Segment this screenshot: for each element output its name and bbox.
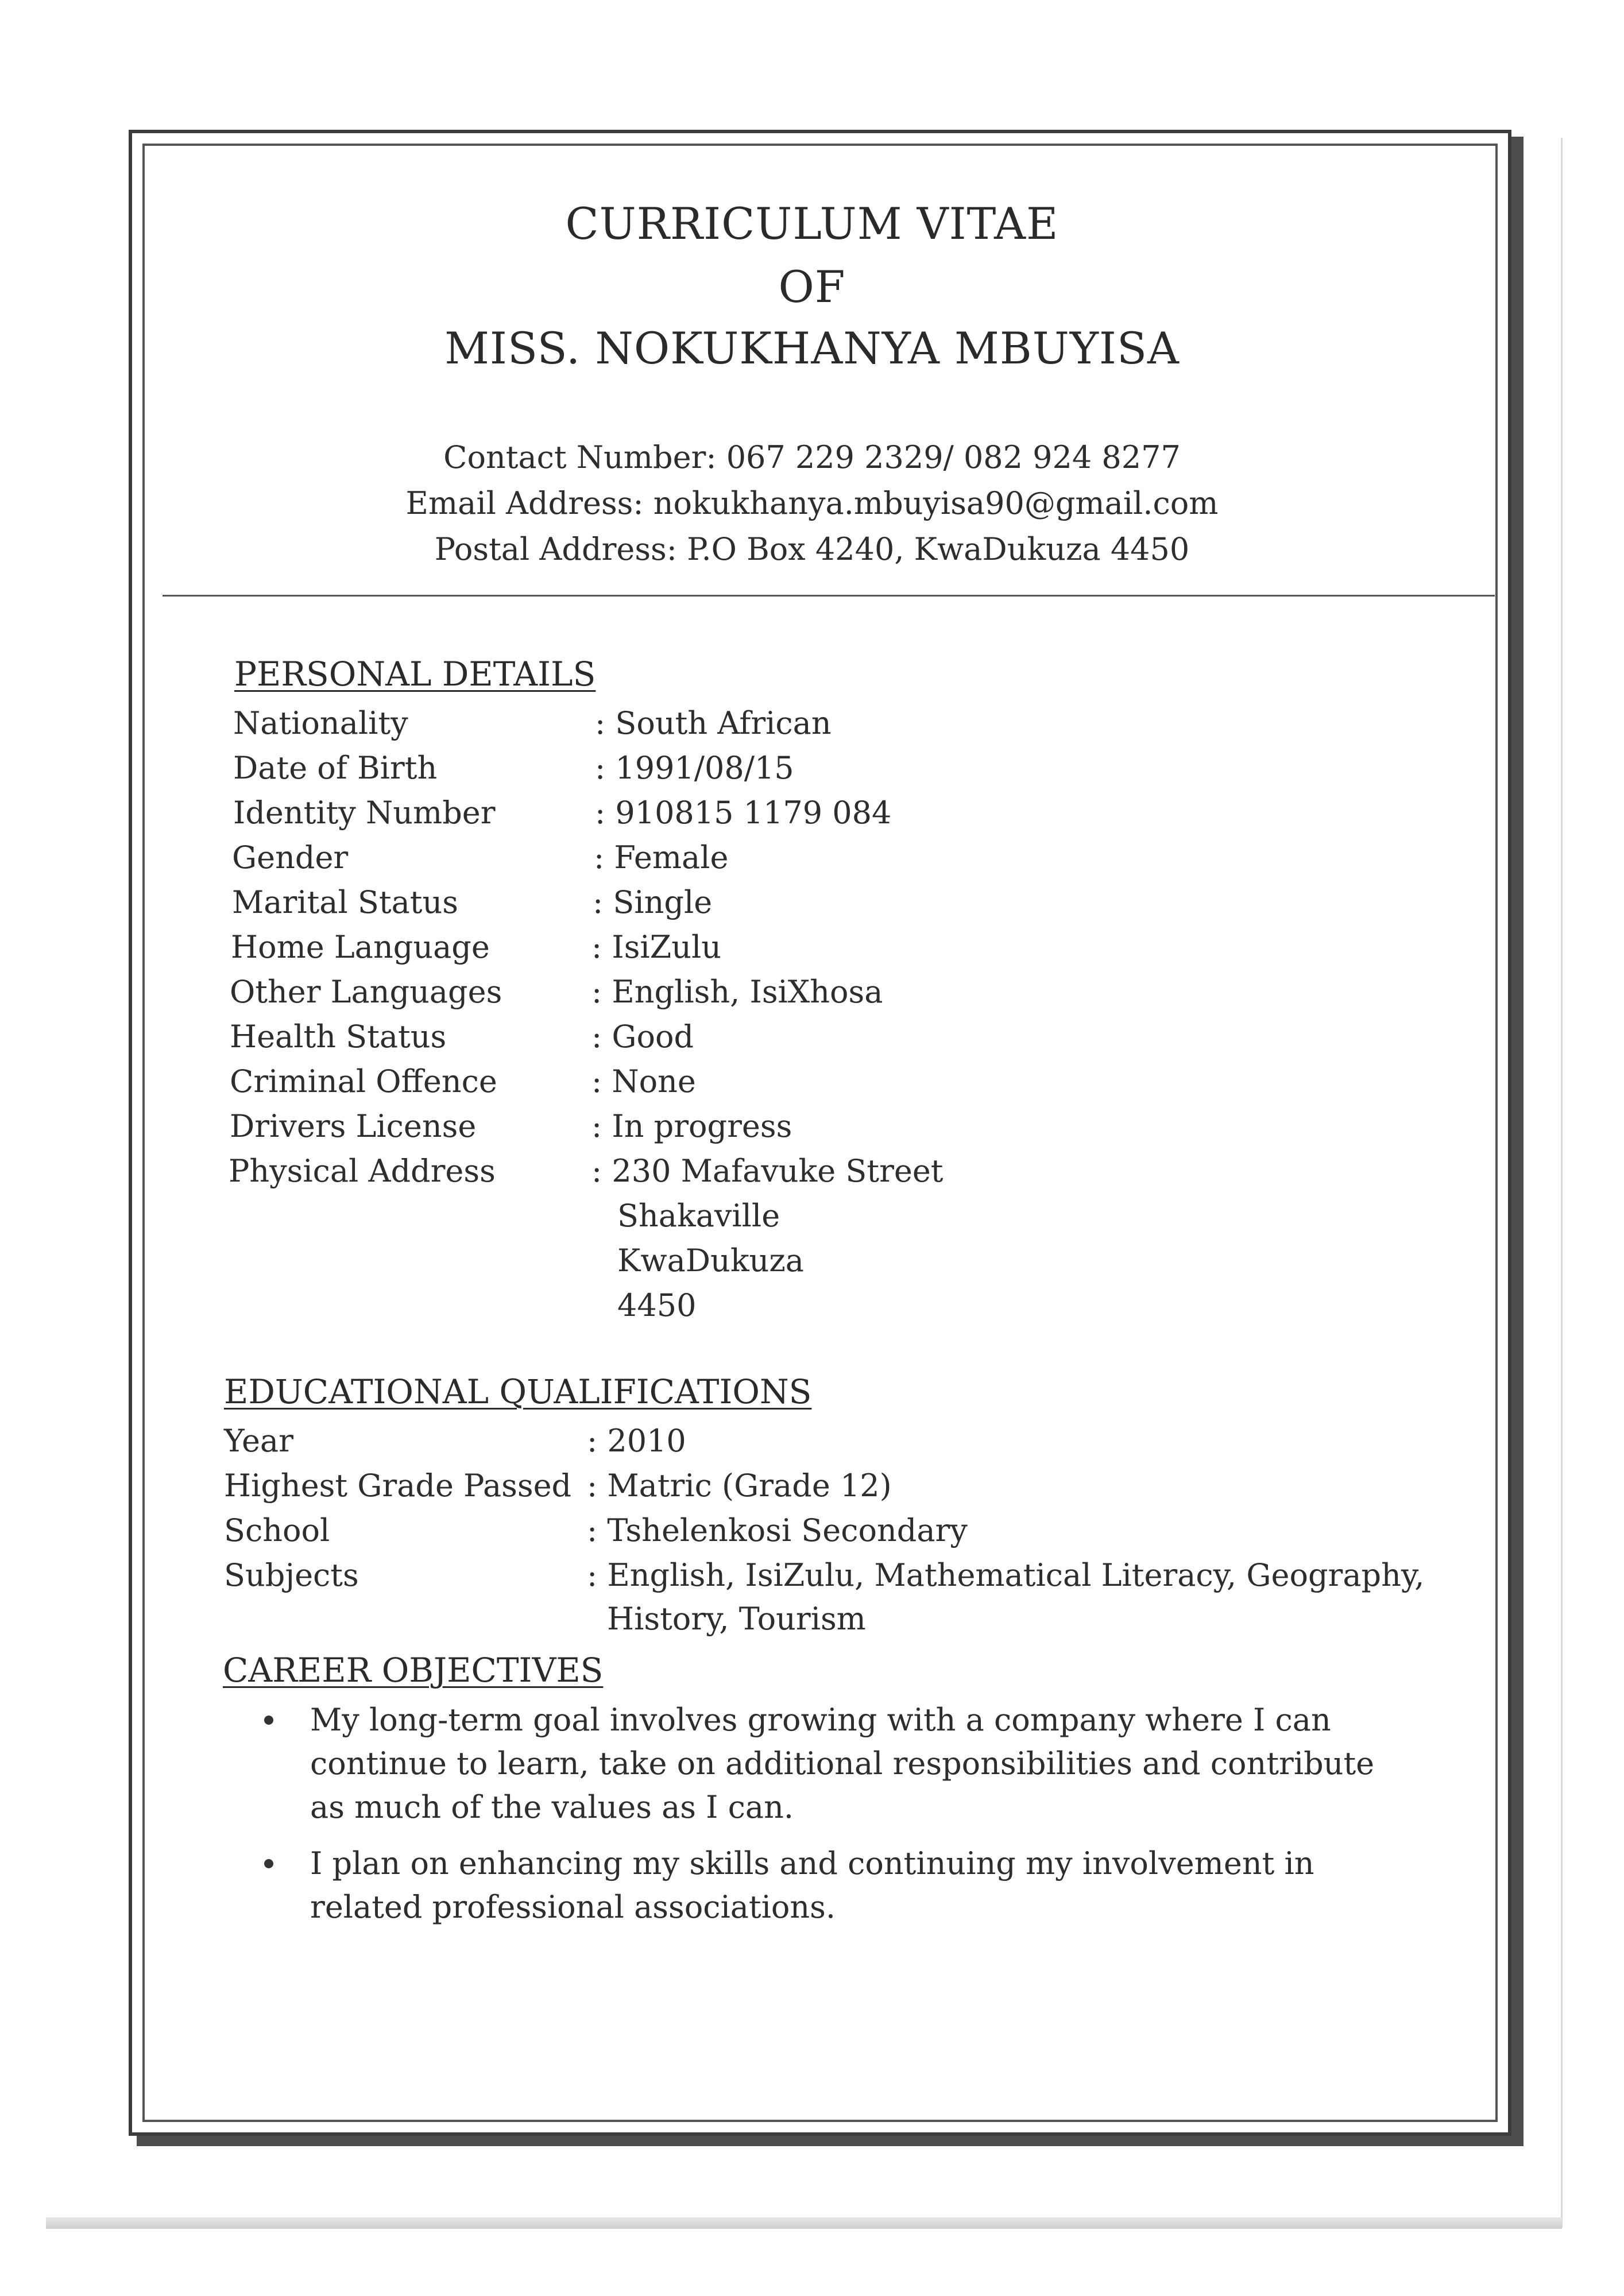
detail-row-marital-status [232,884,1381,924]
detail-label: Nationality [233,705,408,741]
education-row-year [224,1423,1430,1463]
education-label: Subjects [224,1557,359,1593]
detail-row-date-of-birth [233,750,1382,790]
objective-text: I plan on enhancing my skills and continuing my involvement in related professional associations. [310,1845,1314,1925]
education-row-highest-grade [224,1468,1430,1508]
detail-label: Home Language [231,929,490,965]
detail-label: Criminal Offence [230,1063,497,1099]
education-value: : 2010 [587,1423,686,1459]
detail-label: Drivers License [230,1108,477,1144]
address-line: 4450 [617,1287,697,1323]
education-label: Year [224,1423,293,1459]
detail-label: Gender [232,839,349,876]
detail-value: : Single [593,884,713,920]
detail-value: : IsiZulu [591,929,722,965]
education-value: : Tshelenkosi Secondary [587,1512,968,1548]
bullet-icon [264,1716,273,1725]
education-heading: EDUCATIONAL QUALIFICATIONS [224,1372,812,1411]
bullet-icon [264,1859,273,1868]
detail-label: Marital Status [232,884,458,920]
candidate-name: MISS. NOKUKHANYA MBUYISA [444,323,1180,374]
education-row-subjects [224,1557,1430,1597]
detail-value: : 1991/08/15 [595,750,794,786]
detail-row-nationality [233,705,1382,745]
detail-label: Other Languages [230,974,502,1010]
scan-edge-bottom [46,2217,1562,2229]
education-value: : English, IsiZulu, Mathematical Literacy, Geography, [587,1557,1425,1593]
header-divider [163,595,1495,597]
address-line: Shakaville [617,1198,780,1234]
contact-number: Contact Number: 067 229 2329/ 082 924 8277 [443,439,1181,475]
detail-value: : South African [595,705,832,741]
subjects-continued: History, Tourism [607,1601,866,1637]
education-label: School [224,1512,330,1548]
detail-row-home-language [231,929,1379,969]
detail-row-other-languages [230,974,1378,1014]
detail-label: Date of Birth [233,750,438,786]
detail-label: Identity Number [233,795,496,831]
detail-label: Physical Address [229,1153,496,1189]
detail-row-gender [232,839,1381,880]
detail-value: : 230 Mafavuke Street [591,1153,944,1189]
education-value: : Matric (Grade 12) [587,1468,892,1504]
detail-value: : In progress [591,1108,792,1144]
detail-value: : Female [594,839,729,876]
document-title-of: OF [778,261,846,312]
education-label: Highest Grade Passed [224,1468,572,1504]
detail-label: Health Status [230,1019,447,1055]
detail-row-drivers-license [230,1108,1378,1148]
education-row-school [224,1512,1430,1552]
objective-text: My long-term goal involves growing with a company where I can continue to learn, take on additional responsibilities and contribute as much of the values as I can. [310,1702,1375,1825]
document-title: CURRICULUM VITAE [565,198,1059,249]
detail-value: : 910815 1179 084 [595,795,892,831]
detail-row-criminal-offence [230,1063,1378,1104]
detail-value: : None [591,1063,696,1099]
detail-row-identity-number [233,795,1382,835]
personal-details-heading: PERSONAL DETAILS [234,655,596,694]
career-objectives-heading: CAREER OBJECTIVES [223,1651,604,1690]
detail-value: : Good [591,1019,694,1055]
address-line: KwaDukuza [617,1242,804,1279]
postal-address: Postal Address: P.O Box 4240, KwaDukuza 4450 [434,531,1190,567]
detail-value: : English, IsiXhosa [591,974,883,1010]
detail-row-health-status [230,1019,1378,1059]
email-address: Email Address: nokukhanya.mbuyisa90@gmail.com [405,485,1219,521]
detail-row-physical-address [229,1153,1377,1193]
